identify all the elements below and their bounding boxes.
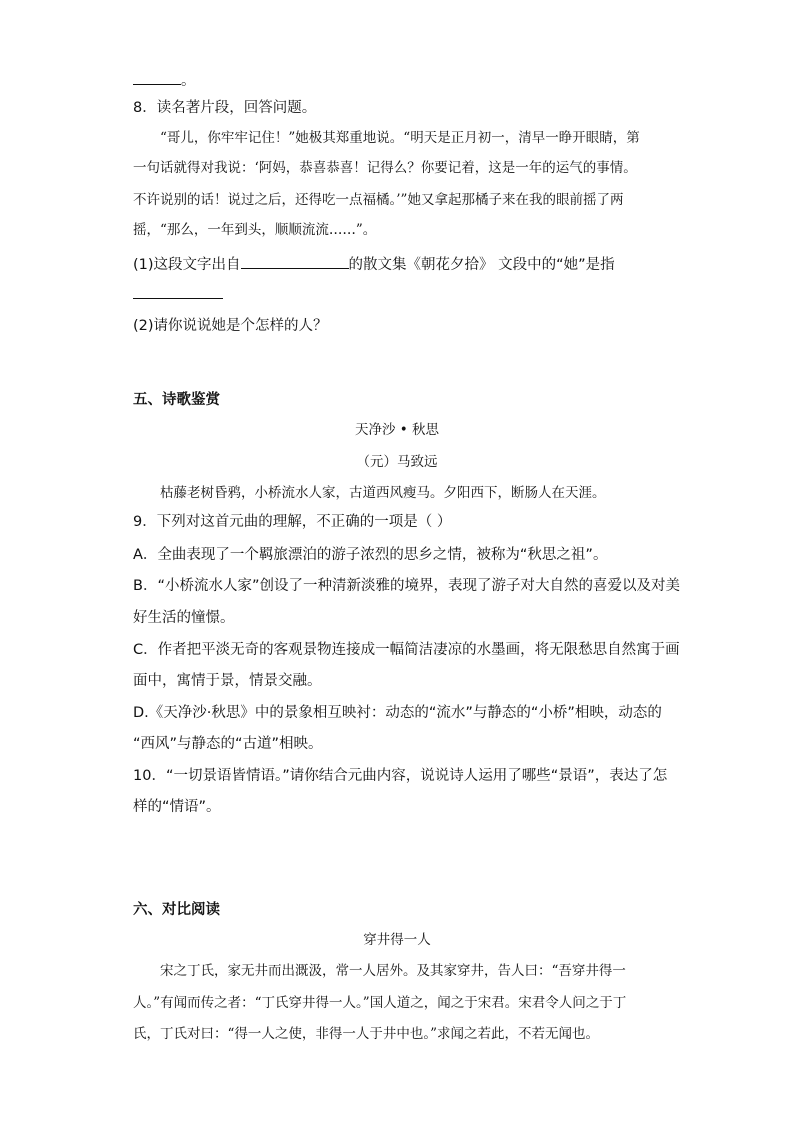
passage-line: “哥儿，你牢牢记住！”她极其郑重地说。“明天是正月初一，清早一睁开眼睛，第 <box>160 130 640 146</box>
previous-answer-line <box>133 70 196 91</box>
question-9: 9．下列对这首元曲的理解，不正确的一项是（ ） <box>133 514 452 530</box>
option-b-continued: 好生活的憧憬。 <box>133 610 235 626</box>
option-a: A．全曲表现了一个羁旅漂泊的游子浓烈的思乡之情，被称为“秋思之祖”。 <box>133 547 608 563</box>
question-8-title: 8．读名著片段，回答问题。 <box>133 100 317 116</box>
option-d-continued: “西风”与静态的“古道”相映。 <box>133 736 323 752</box>
subquestion-1 <box>133 254 615 275</box>
passage-line: 宋之丁氏，家无井而出溉汲，常一人居外。及其家穿井，告人曰：“吾穿井得一 <box>160 963 626 979</box>
poem-title: 天净沙 • 秋思 <box>354 422 440 438</box>
option-b: B．“小桥流水人家”创设了一种清新淡雅的境界，表现了游子对大自然的喜爱以及对美 <box>133 578 680 594</box>
option-c-continued: 面中，寓情于景，情景交融。 <box>133 673 322 689</box>
passage-line: 一句话就得对我说：‘阿妈，恭喜恭喜！记得么？你要记着，这是一年的运气的事情。 <box>133 160 637 176</box>
period: 。 <box>181 73 196 89</box>
option-c: C．作者把平淡无奇的客观景物连接成一幅简洁凄凉的水墨画，将无限愁思自然寓于画 <box>133 642 680 658</box>
passage-title: 穿井得一人 <box>363 932 431 948</box>
question-10: 10．“一切景语皆情语。”请你结合元曲内容，说说诗人运用了哪些“景语”，表达了怎 <box>133 768 668 784</box>
option-d: D.《天净沙·秋思》中的景象相互映衬：动态的“流水”与静态的“小桥”相映，动态的 <box>133 705 662 721</box>
passage-line: 不许说别的话！说过之后，还得吃一点福橘。’”她又拿起那橘子来在我的眼前摇了两 <box>133 192 624 208</box>
passage-line: 摇，“那么，一年到头，顺顺流流……”。 <box>133 222 377 238</box>
answer-blank <box>133 70 181 85</box>
poem-author: （元）马致远 <box>356 454 438 470</box>
poem-body: 枯藤老树昏鸦，小桥流水人家，古道西风瘦马。夕阳西下，断肠人在天涯。 <box>160 485 606 501</box>
passage-line: 氏，丁氏对曰：“得一人之使，非得一人于井中也。”求闻之若此，不若无闻也。 <box>133 1026 600 1042</box>
subquestion-1-part-b: 的散文集《朝花夕拾》 文段中的“她”是指 <box>348 257 615 273</box>
answer-blank <box>133 284 223 299</box>
section-5-heading: 五、诗歌鉴赏 <box>133 392 220 408</box>
subquestion-2: (2)请你说说她是个怎样的人？ <box>133 318 328 334</box>
answer-blank <box>241 254 349 269</box>
section-6-heading: 六、对比阅读 <box>133 902 220 918</box>
question-10-continued: 样的“情语”。 <box>133 799 221 815</box>
subquestion-1-part-a: (1)这段文字出自 <box>133 257 241 273</box>
answer-line <box>133 284 223 305</box>
passage-line: 人。”有闻而传之者：“丁氏穿井得一人。”国人道之，闻之于宋君。宋君令人问之于丁 <box>133 995 627 1011</box>
